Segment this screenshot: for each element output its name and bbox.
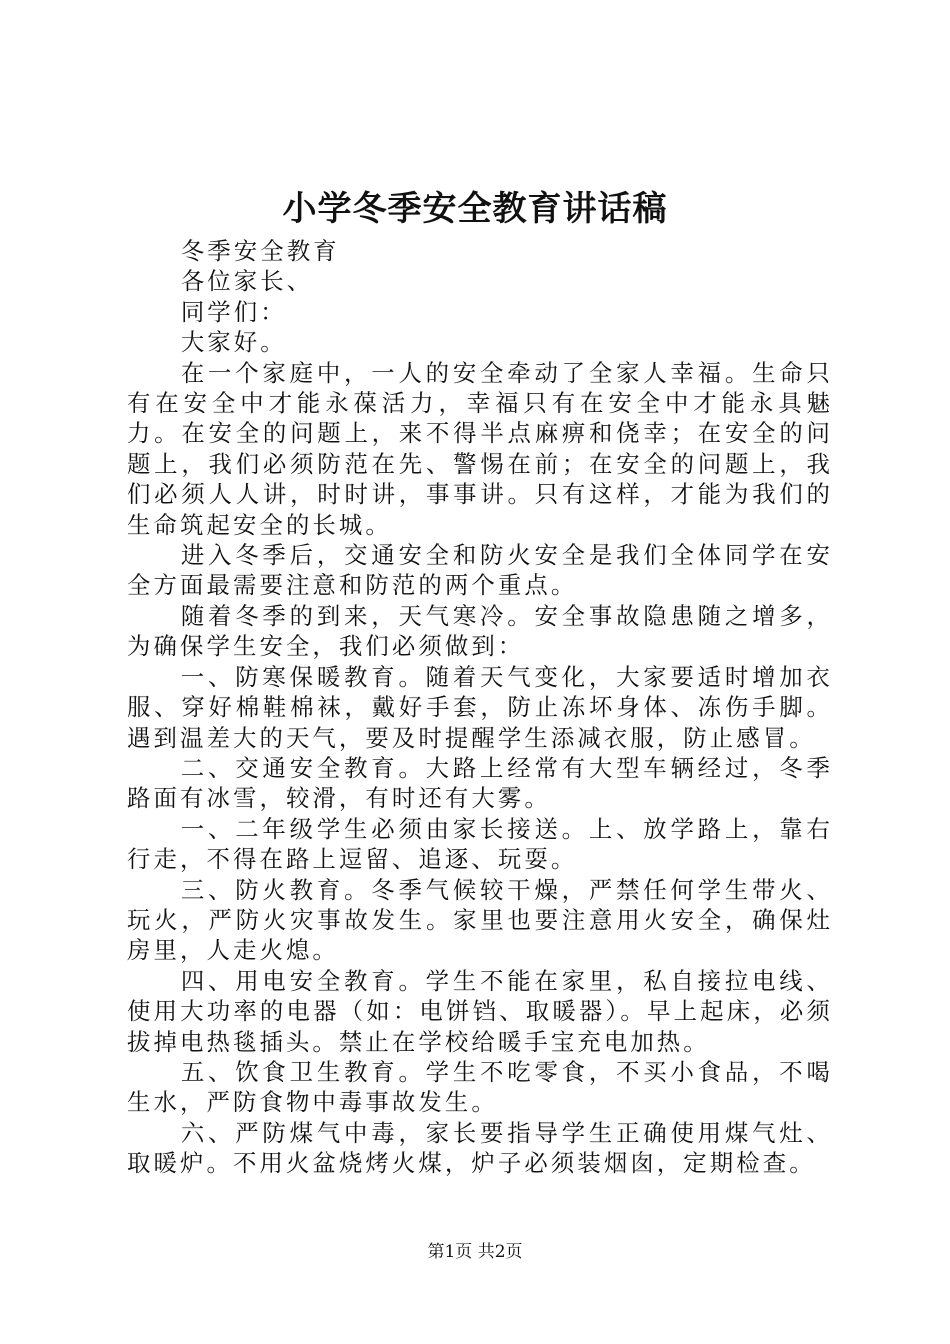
paragraph: 进入冬季后，交通安全和防火安全是我们全体同学在安全方面最需要注意和防范的两个重点。 — [127, 541, 833, 600]
paragraph: 大家好。 — [180, 328, 287, 357]
paragraph: 一、防寒保暖教育。随着天气变化，大家要适时增加衣服、穿好棉鞋棉袜，戴好手套，防止冻坏身体、冻伤手脚。遇到温差大的天气，要及时提醒学生添减衣服，防止感冒。 — [127, 662, 833, 752]
paragraph: 一、二年级学生必须由家长接送。上、放学路上，靠右行走，不得在路上逗留、追逐、玩耍。 — [127, 814, 833, 874]
page-number-footer: 第1页 共2页 — [427, 1242, 523, 1262]
paragraph: 六、严防煤气中毒，家长要指导学生正确使用煤气灶、取暖炉。不用火盆烧烤火煤，炉子必须装烟囱，定期检查。 — [127, 1118, 833, 1178]
paragraph: 随着冬季的到来，天气寒冷。安全事故隐患随之增多，为确保学生安全，我们必须做到： — [127, 601, 833, 661]
paragraph: 二、交通安全教育。大路上经常有大型车辆经过，冬季路面有冰雪，较滑，有时还有大雾。 — [127, 753, 833, 813]
paragraph: 冬季安全教育 — [180, 237, 340, 265]
paragraph: 三、防火教育。冬季气候较干燥，严禁任何学生带火、玩火，严防火灾事故发生。家里也要注意用火安全，确保灶房里，人走火熄。 — [127, 875, 833, 965]
paragraph: 同学们： — [180, 297, 287, 326]
paragraph: 在一个家庭中，一人的安全牵动了全家人幸福。生命只有在安全中才能永葆活力，幸福只有在安全中才能永具魅力。在安全的问题上，来不得半点麻痹和侥幸；在安全的问题上，我们必须防范在先、警惕在前；在安全的问题上，我们必须人人讲，时时讲，事事讲。只有这样，才能为我们的生命筑起安全的长城。 — [127, 358, 833, 539]
paragraph: 四、用电安全教育。学生不能在家里，私自接拉电线、使用大功率的电器（如：电饼铛、取暖器）。早上起床，必须拔掉电热毯插头。禁止在学校给暖手宝充电加热。 — [127, 966, 833, 1056]
document-body — [127, 236, 833, 1179]
paragraph: 五、饮食卫生教育。学生不吃零食，不买小食品，不喝生水，严防食物中毒事故发生。 — [127, 1057, 833, 1117]
paragraph: 各位家长、 — [180, 267, 314, 296]
document-title: 小学冬季安全教育讲话稿 — [282, 189, 668, 229]
